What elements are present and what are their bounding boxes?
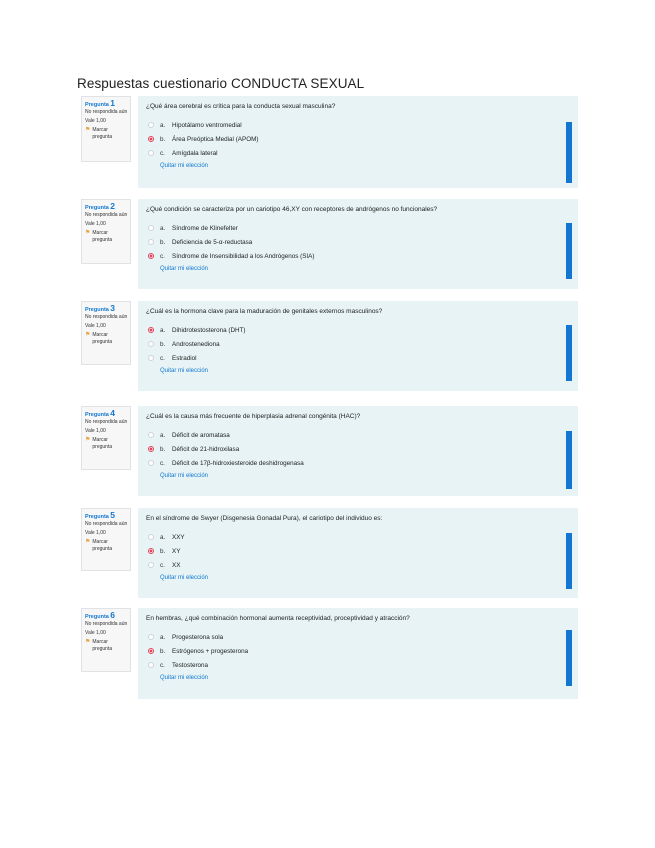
answer-option[interactable]	[146, 630, 568, 644]
question-number-value: 6	[110, 610, 115, 620]
question-prefix: Pregunta	[85, 307, 109, 313]
question-block-4	[81, 406, 578, 496]
option-text: Dihidrotestosterona (DHT)	[172, 326, 246, 334]
flag-question-link[interactable]	[85, 639, 128, 653]
question-number	[85, 512, 128, 521]
question-content	[138, 301, 578, 391]
option-text: Déficit de 21-hidroxilasa	[172, 445, 240, 453]
radio-empty-icon[interactable]	[148, 122, 154, 128]
question-content	[138, 96, 578, 188]
option-letter: a.	[160, 431, 166, 439]
answer-option[interactable]	[146, 558, 568, 572]
flag-icon[interactable]: ⚑	[85, 539, 91, 545]
radio-empty-icon[interactable]	[148, 662, 154, 668]
question-info-panel	[81, 96, 131, 162]
question-info-panel	[81, 406, 131, 470]
question-text: ¿Qué condición se caracteriza por un cariotipo 46,XY con receptores de andrógenos no funcionales?	[146, 206, 438, 213]
scrollbar[interactable]	[566, 431, 572, 489]
answer-option[interactable]	[146, 337, 568, 351]
option-text: Androstenediona	[172, 340, 220, 348]
answer-option[interactable]	[146, 658, 568, 672]
option-text: Déficit de 17β-hidroxiesteroide deshidrogenasa	[172, 459, 304, 467]
question-value: Vale 1,00	[85, 428, 106, 434]
question-block-5	[81, 508, 578, 598]
question-text: En el síndrome de Swyer (Disgenesia Gonadal Pura), el cariotipo del individuo es:	[146, 515, 383, 522]
question-value: Vale 1,00	[85, 118, 106, 124]
answer-option[interactable]	[146, 544, 568, 558]
option-text: Síndrome de Klinefelter	[172, 224, 238, 232]
answer-option[interactable]	[146, 132, 568, 146]
question-value: Vale 1,00	[85, 530, 106, 536]
question-number-value: 2	[110, 201, 115, 211]
option-text: Deficiencia de 5-α-reductasa	[172, 238, 253, 246]
question-prefix: Pregunta	[85, 614, 109, 620]
flag-icon[interactable]: ⚑	[85, 639, 91, 645]
question-content	[138, 608, 578, 699]
answer-option[interactable]	[146, 442, 568, 456]
radio-empty-icon[interactable]	[148, 341, 154, 347]
option-letter: a.	[160, 121, 166, 129]
option-letter: b.	[160, 135, 166, 143]
option-text: Progesterona sola	[172, 633, 224, 641]
question-number-value: 4	[110, 408, 115, 418]
option-letter: b.	[160, 445, 166, 453]
question-number	[85, 410, 128, 419]
clear-choice-link[interactable]: Quitar mi elección	[160, 473, 209, 479]
answer-option[interactable]	[146, 323, 568, 337]
flag-question-link[interactable]	[85, 332, 128, 346]
option-text: Estradiol	[172, 354, 197, 362]
radio-empty-icon[interactable]	[148, 225, 154, 231]
flag-question-link[interactable]	[85, 230, 128, 244]
flag-icon[interactable]: ⚑	[85, 437, 91, 443]
radio-empty-icon[interactable]	[148, 460, 154, 466]
question-prefix: Pregunta	[85, 102, 109, 108]
question-info-panel	[81, 199, 131, 264]
page-title: Respuestas cuestionario CONDUCTA SEXUAL	[77, 76, 365, 91]
scrollbar[interactable]	[566, 630, 572, 686]
option-letter: c.	[160, 252, 165, 260]
radio-empty-icon[interactable]	[148, 534, 154, 540]
option-letter: c.	[160, 354, 165, 362]
radio-empty-icon[interactable]	[148, 150, 154, 156]
flag-question-link[interactable]	[85, 127, 128, 141]
question-content	[138, 406, 578, 496]
question-block-3	[81, 301, 578, 391]
option-letter: c.	[160, 149, 165, 157]
question-number	[85, 100, 128, 109]
flag-label[interactable]: Marcar pregunta	[92, 639, 113, 652]
scrollbar[interactable]	[566, 223, 572, 279]
radio-empty-icon[interactable]	[148, 634, 154, 640]
radio-selected-icon[interactable]	[148, 548, 154, 554]
question-content	[138, 199, 578, 289]
option-text: Déficit de aromatasa	[172, 431, 230, 439]
option-letter: a.	[160, 533, 166, 541]
option-text: XX	[172, 561, 181, 569]
question-number	[85, 305, 128, 314]
radio-empty-icon[interactable]	[148, 355, 154, 361]
option-letter: a.	[160, 326, 166, 334]
clear-choice-link[interactable]: Quitar mi elección	[160, 675, 209, 681]
scrollbar[interactable]	[566, 122, 572, 183]
question-number	[85, 612, 128, 621]
question-status: No respondida aún	[85, 314, 128, 320]
question-number-value: 5	[110, 510, 115, 520]
question-content	[138, 508, 578, 598]
flag-label[interactable]: Marcar pregunta	[92, 437, 113, 450]
clear-choice-link[interactable]: Quitar mi elección	[160, 266, 209, 272]
flag-icon[interactable]: ⚑	[85, 230, 91, 236]
answer-option[interactable]	[146, 221, 568, 235]
radio-empty-icon[interactable]	[148, 562, 154, 568]
option-text: XY	[172, 547, 181, 555]
question-prefix: Pregunta	[85, 514, 109, 520]
radio-selected-icon[interactable]	[148, 327, 154, 333]
option-text: XXY	[172, 533, 185, 541]
question-block-2	[81, 199, 578, 289]
question-info-panel	[81, 608, 131, 672]
flag-label[interactable]: Marcar pregunta	[92, 127, 113, 140]
question-value: Vale 1,00	[85, 221, 106, 227]
radio-selected-icon[interactable]	[148, 446, 154, 452]
question-block-1	[81, 96, 578, 188]
question-info-panel	[81, 508, 131, 571]
radio-selected-icon[interactable]	[148, 136, 154, 142]
clear-choice-link[interactable]: Quitar mi elección	[160, 368, 209, 374]
question-number	[85, 203, 128, 212]
flag-icon[interactable]: ⚑	[85, 332, 91, 338]
question-status: No respondida aún	[85, 212, 128, 218]
flag-question-link[interactable]	[85, 437, 128, 451]
option-text: Síndrome de Insensibilidad a los Andrógenos (SIA)	[172, 252, 315, 260]
question-text: ¿Cuál es la hormona clave para la maduración de genitales externos masculinos?	[146, 308, 383, 315]
answer-option[interactable]	[146, 456, 568, 470]
radio-empty-icon[interactable]	[148, 239, 154, 245]
option-letter: c.	[160, 459, 165, 467]
clear-choice-link[interactable]: Quitar mi elección	[160, 163, 209, 169]
flag-label[interactable]: Marcar pregunta	[92, 230, 113, 243]
option-text: Área Preóptica Medial (APOM)	[172, 135, 259, 143]
answer-option[interactable]	[146, 146, 568, 160]
scrollbar[interactable]	[566, 533, 572, 589]
option-text: Estrógenos + progesterona	[172, 647, 249, 655]
question-prefix: Pregunta	[85, 205, 109, 211]
radio-selected-icon[interactable]	[148, 648, 154, 654]
flag-question-link[interactable]	[85, 539, 128, 553]
option-letter: c.	[160, 661, 165, 669]
answer-option[interactable]	[146, 351, 568, 365]
option-text: Hipotálamo ventromedial	[172, 121, 242, 129]
question-status: No respondida aún	[85, 621, 128, 627]
question-number-value: 3	[110, 303, 115, 313]
answer-option[interactable]	[146, 644, 568, 658]
radio-empty-icon[interactable]	[148, 432, 154, 438]
radio-selected-icon[interactable]	[148, 253, 154, 259]
answer-option[interactable]	[146, 428, 568, 442]
option-letter: b.	[160, 547, 166, 555]
question-number-value: 1	[110, 98, 115, 108]
question-prefix: Pregunta	[85, 412, 109, 418]
option-letter: b.	[160, 647, 166, 655]
option-letter: c.	[160, 561, 165, 569]
question-text: En hembras, ¿qué combinación hormonal aumenta receptividad, proceptividad y atracción?	[146, 615, 410, 622]
flag-label[interactable]: Marcar pregunta	[92, 332, 113, 345]
option-text: Testosterona	[172, 661, 209, 669]
option-text: Amígdala lateral	[172, 149, 218, 157]
question-block-6	[81, 608, 578, 699]
answer-option[interactable]	[146, 530, 568, 544]
flag-label[interactable]: Marcar pregunta	[92, 539, 113, 552]
question-text: ¿Cuál es la causa más frecuente de hiperplasia adrenal congénita (HAC)?	[146, 413, 361, 420]
question-info-panel	[81, 301, 131, 365]
clear-choice-link[interactable]: Quitar mi elección	[160, 575, 209, 581]
answer-option[interactable]	[146, 235, 568, 249]
question-status: No respondida aún	[85, 419, 128, 425]
question-status: No respondida aún	[85, 521, 128, 527]
option-letter: a.	[160, 224, 166, 232]
question-text: ¿Qué área cerebral es crítica para la conducta sexual masculina?	[146, 103, 336, 110]
question-status: No respondida aún	[85, 109, 128, 115]
answer-option[interactable]	[146, 249, 568, 263]
answer-option[interactable]	[146, 118, 568, 132]
scrollbar[interactable]	[566, 325, 572, 381]
option-letter: a.	[160, 633, 166, 641]
question-value: Vale 1,00	[85, 630, 106, 636]
flag-icon[interactable]: ⚑	[85, 127, 91, 133]
option-letter: b.	[160, 238, 166, 246]
option-letter: b.	[160, 340, 166, 348]
question-value: Vale 1,00	[85, 323, 106, 329]
